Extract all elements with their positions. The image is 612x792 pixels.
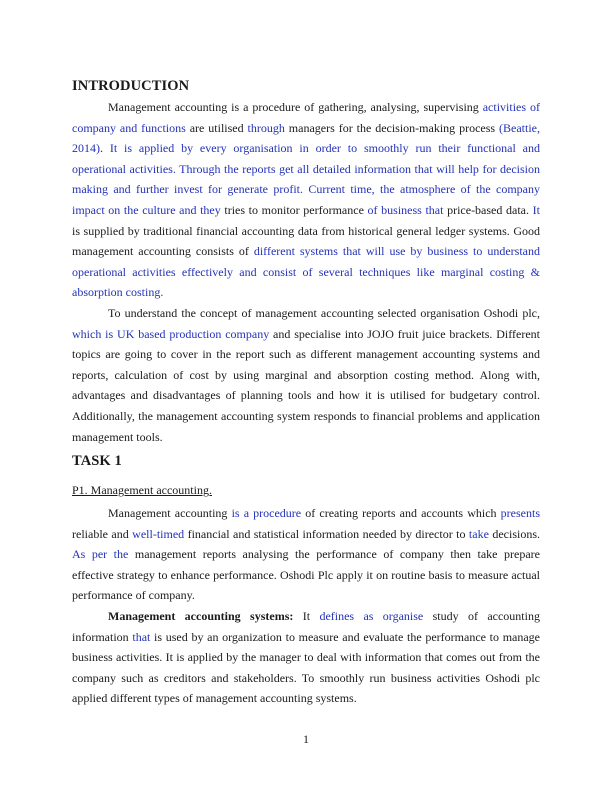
text-run: . bbox=[100, 141, 110, 156]
text-run: of creating reports and accounts which bbox=[301, 506, 501, 521]
p1-subheading: P1. Management accounting. bbox=[72, 483, 212, 498]
text-run: managers for the decision-making process bbox=[284, 120, 499, 135]
text-run: that bbox=[132, 629, 151, 644]
text-run: of business that bbox=[367, 202, 444, 217]
text-run: It is applied by every organisation in order to smoothly run their functional and operational activities. Through the reports get all detailed information that will help for decision making and further invest for generate profit. Current time, the atmosphere of the company impact on the culture and they bbox=[72, 141, 541, 217]
text-run: take bbox=[468, 526, 489, 541]
task1-paragraph-1 bbox=[72, 503, 540, 606]
text-run: To understand the concept of management accounting selected organisation Oshodi plc, bbox=[108, 305, 540, 320]
text-run: It bbox=[293, 609, 320, 624]
text-run: (Beattie, 2014) bbox=[72, 120, 540, 156]
text-run: well-timed bbox=[132, 526, 185, 541]
text-run: financial and statistical information needed by director to bbox=[184, 526, 469, 541]
text-run: price-based data. bbox=[443, 202, 533, 217]
task1-paragraph-2 bbox=[72, 606, 540, 709]
text-run: reliable and bbox=[72, 526, 133, 541]
text-run: activities of company and functions bbox=[72, 100, 540, 135]
page-number: 1 bbox=[303, 732, 309, 746]
text-run: defines as organise bbox=[319, 609, 424, 624]
text-run: Management accounting systems: bbox=[108, 609, 294, 624]
text-run: presents bbox=[500, 506, 540, 521]
text-run: through bbox=[247, 120, 285, 135]
text-run: tries to monitor performance bbox=[220, 202, 368, 217]
text-run: It bbox=[532, 202, 540, 217]
text-run: which is UK based production company bbox=[72, 326, 270, 341]
text-run: Management accounting bbox=[108, 506, 232, 521]
text-run: and specialise into JOJO fruit juice brackets. Different topics are going to cover in the report such as different management accounting systems and reports, calculation of cost by using marginal and absorption costing method. Along with, advantages and disadvantages of planning tools and how it is utilised for budgetary control. Additionally, the management accounting system responds to financial problems and application management tools. bbox=[72, 326, 541, 444]
page-content bbox=[72, 74, 540, 709]
text-run: is used by an organization to measure and evaluate the performance to manage business activities. It is applied by the manager to deal with information that comes out from the company such as creditors and stakeholders. To smoothly run business activities Oshodi plc applied different types of management accounting systems. bbox=[72, 629, 541, 706]
text-run: is supplied by traditional financial accounting data from historical general ledger systems. Good management accounting consists of bbox=[72, 223, 540, 259]
text-run: management reports analysing the performance of company then take prepare effective strategy to enhance performance. Oshodi Plc apply it on routine basis to measure actual performance of company. bbox=[72, 547, 540, 603]
text-run: study of accounting information bbox=[72, 609, 540, 644]
task1-heading: TASK 1 bbox=[72, 453, 122, 470]
text-run: is a procedure bbox=[231, 506, 302, 521]
text-run: Management accounting is a procedure of gathering, analysing, supervising bbox=[108, 100, 483, 114]
text-run: decisions. bbox=[488, 526, 540, 541]
text-run: As per the bbox=[72, 547, 129, 562]
intro-paragraph-1 bbox=[72, 97, 540, 303]
text-run: are utilised bbox=[185, 120, 248, 135]
text-run: different systems that will use by business to understand operational activities effectively and consist of several techniques like marginal costing & absorption costing. bbox=[72, 244, 540, 300]
introduction-heading: INTRODUCTION bbox=[72, 78, 190, 94]
intro-paragraph-2 bbox=[72, 303, 540, 447]
